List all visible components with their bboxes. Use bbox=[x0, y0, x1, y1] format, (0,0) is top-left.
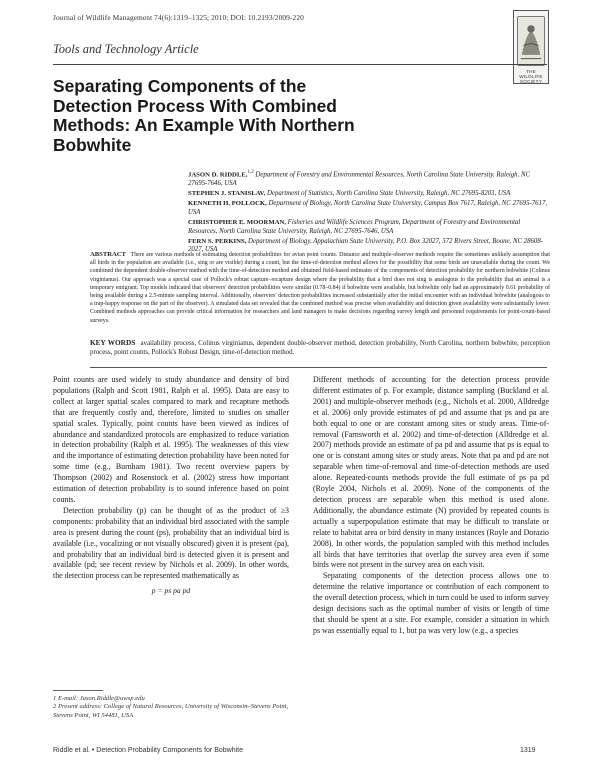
article-title: Separating Components of the Detection Process With Combined Methods: An Example With Northern Bobwhite bbox=[53, 76, 355, 155]
author-name: STEPHEN J. STANISLAV, bbox=[188, 190, 266, 198]
keywords bbox=[90, 338, 550, 357]
author-name: FERN S. PERKINS, bbox=[188, 237, 247, 245]
logo-caption: THE WILDLIFE SOCIETY bbox=[519, 69, 543, 84]
abstract-label: ABSTRACT bbox=[90, 251, 126, 258]
abstract bbox=[90, 251, 550, 325]
author-affiliation: Department of Statistics, North Carolina State University, Raleigh, NC 27695-8203, USA bbox=[267, 190, 511, 198]
header-divider bbox=[53, 64, 547, 65]
running-footer: Riddle et al. • Detection Probability Components for Bobwhite bbox=[53, 747, 243, 754]
keywords-label: KEY WORDS bbox=[90, 338, 136, 347]
author-entry bbox=[188, 219, 550, 236]
body-column-right bbox=[313, 375, 549, 637]
keywords-text: availability process, Colinus virginianus, dependent double-observer method, detection probability, North Carolina, northern bobwhite, perception process, point counts, Pollock's Robust Design, time-of-detection method. bbox=[90, 340, 550, 356]
abstract-divider bbox=[90, 367, 547, 368]
society-logo bbox=[513, 10, 549, 84]
page-number: 1319 bbox=[520, 747, 536, 754]
footnote-address: 2 Present address: College of Natural Resources, University of Wisconsin–Stevens Point, Stevens Point, WI 54481, USA bbox=[53, 703, 289, 719]
author-affiliation: Department of Forestry and Environmental Resources, North Carolina State University, Raleigh, NC 27695-7646, USA bbox=[188, 171, 531, 187]
body-paragraph: Separating components of the detection process allows one to determine the relative importance or contribution of each component to the overall detection process, which in turn could be used to inform survey design decisions such as the optimal number of visits or length of time that should be spent at a site. For example, consider a situation in which ps was essentially equal to 1, but pa was very low (e.g., a species bbox=[313, 571, 549, 635]
author-affiliation: Department of Biology, Appalachian State University, P.O. Box 32027, 572 Rivers Street, Boone, NC 28608-2027, USA bbox=[188, 237, 543, 254]
body-column-left bbox=[53, 375, 289, 601]
bird-emblem-icon bbox=[517, 16, 545, 66]
journal-citation: Journal of Wildlife Management 74(6):1319–1325; 2010; DOI: 10.2193/2009-220 bbox=[53, 13, 304, 22]
body-paragraph: Point counts are used widely to study abundance and density of bird populations (Ralph and Scott 1981, Ralph et al. 1995). Data are easy to collect at larger spatial scales compared to mark and recapture methods that are frequently costly and, therefore, limited to studies on smaller spatial scales. Typically, point counts have been viewed as indices of abundance and standardized protocols are emphasized to reduce variation in detection probability (Ralph et al. 1995). The weaknesses of this view and the importance of estimating detection probability have been noted for some time (e.g., Burnham 1981). Two recent overview papers by Thompson (2002) and Rosenstock et al. (2002) stress how important estimation of detection probability is to sound inference based on point counts. bbox=[53, 375, 289, 504]
author-affiliation: Department of Biology, North Carolina State University, Campus Box 7617, Raleigh, NC 27695-7617, USA bbox=[188, 200, 548, 216]
footnotes bbox=[53, 690, 289, 720]
author-entry bbox=[188, 190, 550, 199]
author-list bbox=[188, 169, 550, 257]
article-type: Tools and Technology Article bbox=[53, 42, 199, 56]
footnote-email: 1 E-mail: Jason.Riddle@uwsp.edu bbox=[53, 695, 145, 702]
author-entry bbox=[188, 200, 550, 217]
abstract-text: There are various methods of estimating detection probabilities for avian point counts. Distance and multiple-observer methods require the sometimes unlikely assumption that all birds in the population are available (i.e., sing or are visible) during a count, but the time-of-detection method allows for the possibility that some birds are unavailable during the count. We combined the dependent double-observer method with the time-of-detection method and obtained field-based estimates of the components of detection probability for northern bobwhite (Colinus virginianus). Our approach was a special case of Pollock's robust capture–recapture design where the probability that a bird does not sing is analogous to the probability that an animal is a temporary emigrant. Top models indicated that observers' detection probabilities were similar (0.78–0.84) if bobwhite were available, but bobwhite only had an approximately 0.61 probability of being available during a 2.5-minute sampling interval. Additionally, observers' detection probabilities increased substantially after the initial encounter with an individual bobwhite (analogous to a trap-happy response on the part of the observer). A simulated data set revealed that the combined method was precise when availability and detection given availability were substantially lower. Combined methods approaches can provide critical information for researchers and land managers to make decisions regarding survey length and personnel requirements for point-count-based surveys. bbox=[90, 252, 550, 324]
author-name: KENNETH H. POLLOCK, bbox=[188, 200, 267, 208]
author-name: JASON D. RIDDLE, bbox=[188, 171, 248, 179]
body-paragraph: Different methods of accounting for the detection process provide different estimates of p. For example, distance sampling (Buckland et al. 2001) and multiple-observer methods (e.g., Nichols et al. 2000, Alldredge et al. 2006) only provide estimates of pd and assume that ps and pa are both equal to one or are constant among sites or study areas. Time-of-removal (Farnsworth et al. 2002) and time-of-detection (Alldredge et al. 2007) methods provide an estimate of pa pd and assume that ps is equal to one or is constant among sites or study areas. Note that pa and pd are not separable when time-of-removal and time-of-detection methods are used alone. Repeated-counts methods provide the full estimate of ps pa pd (Royle 2004, Nichols et al. 2009). None of the components of the detection process are separable when this method is used alone. Additionally, the abundance estimate (N) provided by repeated counts is actually a superpopulation estimate that may be difficult to translate or relate to habitat area or bird density in many instances (Royle and Dorazio 2008). In other words, the population sampled with this method includes all birds that have territories that overlap the survey area even if some birds were not present in the survey area on each visit. bbox=[313, 375, 549, 570]
body-paragraph: Detection probability (p) can be thought of as the product of ≥3 components: probability that an individual bird associated with the sample area is present during the count (ps), probability that an individual bird is available (i.e., vocalizing or not visually obscured) given it is present (pa), and probability that an individual bird is detected given it is present and available (pd; see recent review by Nichols et al. 2009). In other words, the detection process can be represented mathematically as bbox=[53, 505, 289, 581]
author-name: CHRISTOPHER E. MOORMAN, bbox=[188, 219, 286, 227]
author-footnote-marker: 1,2 bbox=[247, 170, 254, 175]
author-affiliation: Fisheries and Wildlife Sciences Program, Department of Forestry and Environmental Resources, North Carolina State University, Raleigh, NC 27695-7646, USA bbox=[188, 219, 521, 235]
footnote-divider bbox=[53, 690, 103, 691]
detection-equation: p = ps pa pd bbox=[151, 586, 191, 596]
author-entry bbox=[188, 169, 550, 188]
